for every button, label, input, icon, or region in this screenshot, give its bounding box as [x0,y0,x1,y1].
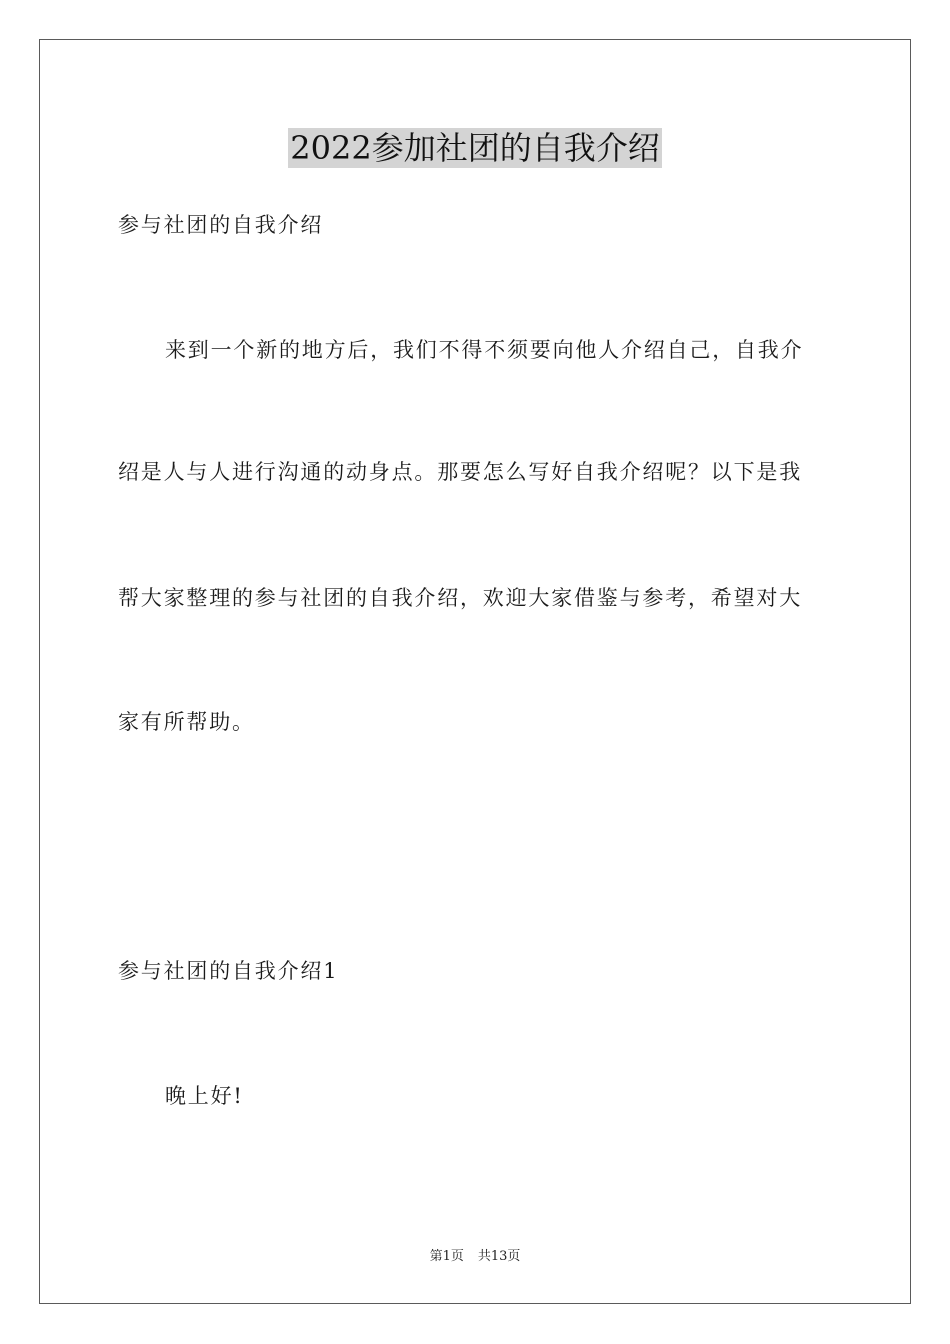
intro-line-4: 家有所帮助。 [118,710,255,734]
intro-line-3: 帮大家整理的参与社团的自我介绍，欢迎大家借鉴与参考，希望对大 [118,586,802,610]
document-title: 2022参加社团的自我介绍 [290,129,660,167]
section-heading: 参与社团的自我介绍1 [118,959,339,983]
total-pages: 共13页 [477,1249,521,1264]
greeting-line: 晚上好! [165,1084,244,1108]
page-number: 第1页 [429,1249,464,1264]
subtitle: 参与社团的自我介绍 [118,213,324,237]
intro-line-1: 来到一个新的地方后，我们不得不须要向他人介绍自己，自我介 [165,338,804,362]
page-footer [0,1248,950,1266]
title-container [0,128,950,168]
intro-line-2: 绍是人与人进行沟通的动身点。那要怎么写好自我介绍呢？以下是我 [118,460,802,484]
